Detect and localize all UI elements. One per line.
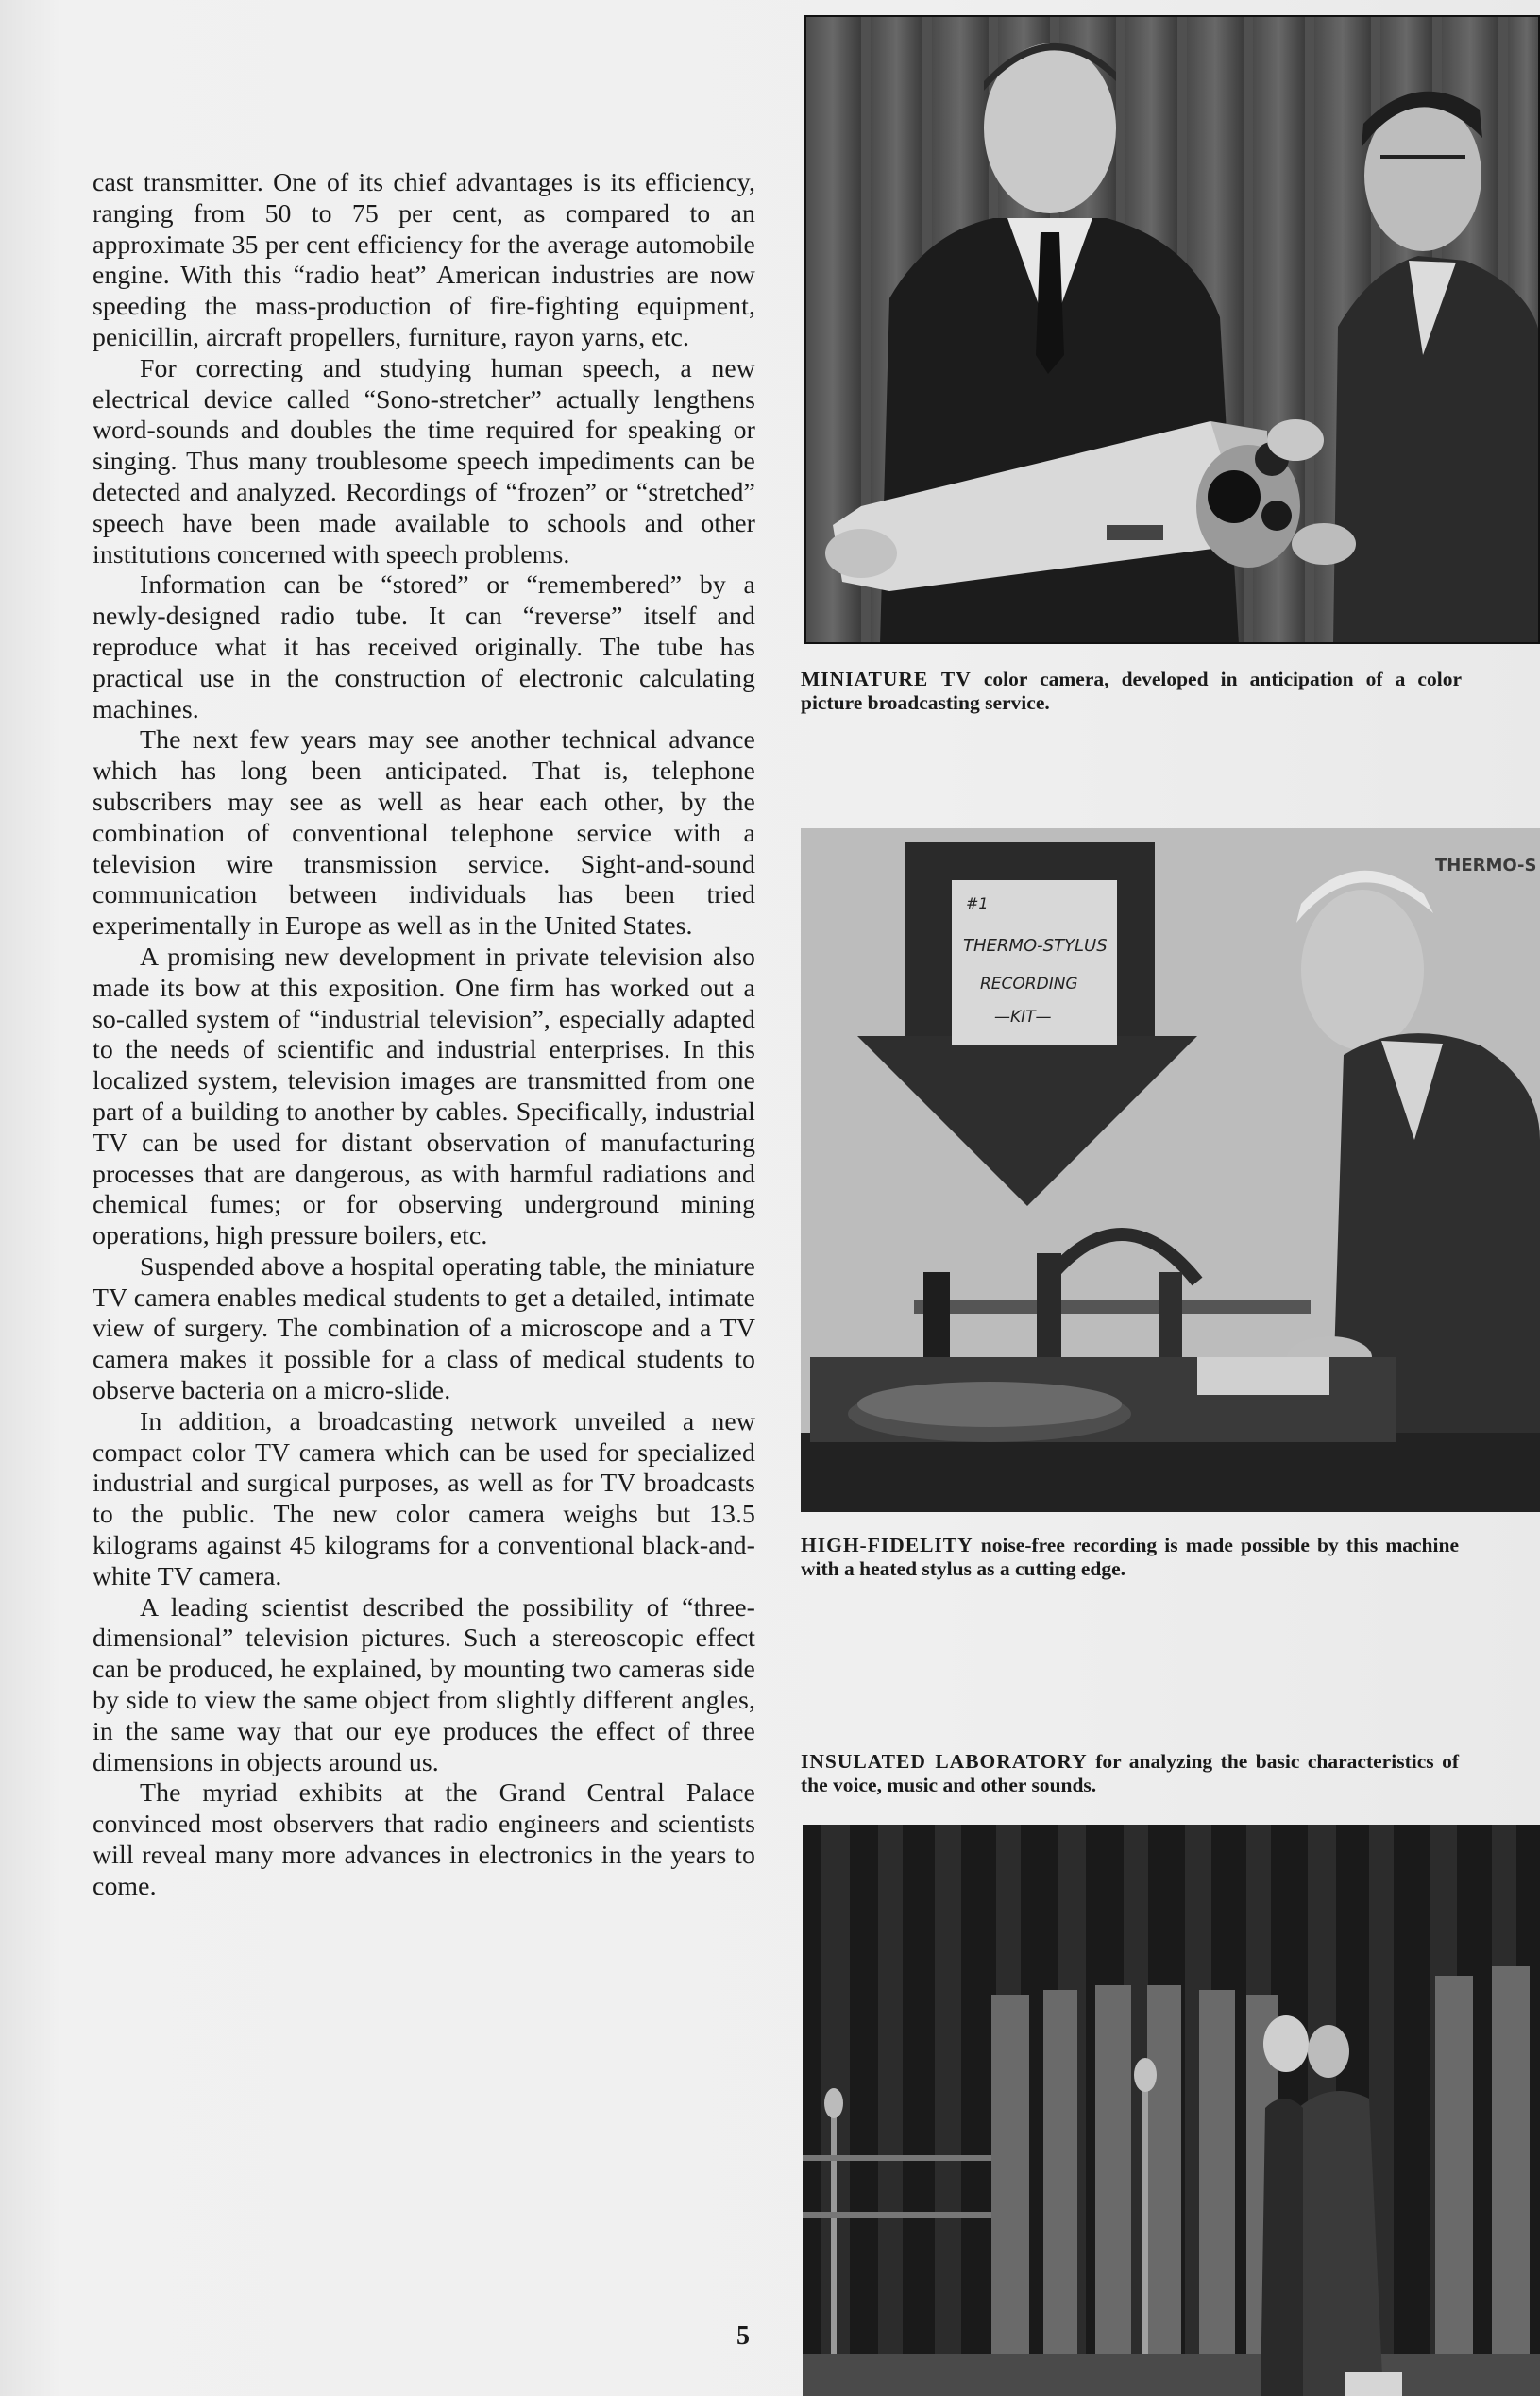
caption-tv-camera	[801, 668, 1462, 715]
photo-recording-machine	[801, 828, 1540, 1512]
article-paragraph: In addition, a broadcasting network unveiled a new compact color TV camera which can be used for specialized industrial and surgical purposes, as well as for TV broadcasts to the public. The new color camera weighs but 13.5 kilograms against 45 kilograms for a conventional black-and-white TV camera.	[93, 1406, 755, 1591]
photo-insulated-laboratory	[803, 1825, 1540, 2396]
article-paragraph: Information can be “stored” or “remembered” by a newly-designed radio tube. It can “reverse” itself and reproduce what it has received originally. The tube has practical use in the construction of electronic calculating machines.	[93, 570, 755, 724]
caption-text: for analyzing the basic characteristics of the voice, music and other sounds.	[801, 1750, 1460, 1796]
article-column	[93, 168, 755, 1903]
article-paragraph: The myriad exhibits at the Grand Central Palace convinced most observers that radio engineers and scientists will reveal many more advances in electronics in the years to come.	[93, 1778, 755, 1901]
article-paragraph: The next few years may see another technical advance which has long been anticipated. That is, telephone subscribers may see as well as hear each other, by the combination of conventional telephone service with a television wire transmission service. Sight-and-sound communication between individuals has been tried experimentally in Europe as well as in the United States.	[93, 725, 755, 942]
caption-lead: INSULATED LABORATORY	[801, 1750, 1088, 1773]
caption-lead: HIGH-FIDELITY	[801, 1534, 973, 1556]
caption-lead: MINIATURE TV	[801, 668, 972, 690]
article-paragraph: A leading scientist described the possibility of “three-dimensional” television pictures. Such a stereoscopic effect can be produced, he explained, by mounting two cameras side by side to view the same object from slightly different angles, in the same way that our eye produces the effect of three dimensions in objects around us.	[93, 1592, 755, 1777]
article-paragraph: For correcting and studying human speech, a new electrical device called “Sono-stretcher” actually lengthens word-sounds and doubles the time required for speaking or singing. Thus many troublesome speech impediments can be detected and analyzed. Recordings of “frozen” or “stretched” speech have been made available to schools and other institutions concerned with speech problems.	[93, 353, 755, 569]
article-paragraph: A promising new development in private television also made its bow at this exposition. One firm has worked out a so-called system of “industrial television”, especially adapted to the needs of scientific and industrial enterprises. In this localized system, television images are transmitted from one part of a building to another by cables. Specifically, industrial TV can be used for distant observation of manufacturing processes that are dangerous, as with harmful radiations and chemical fumes; or for observing underground mining operations, high pressure boilers, etc.	[93, 942, 755, 1251]
sign-line1: THERMO-STYLUS	[963, 936, 1108, 956]
page-number: 5	[736, 2321, 750, 2351]
sign-corner: THERMO-S	[1435, 856, 1537, 875]
article-paragraph: Suspended above a hospital operating table, the miniature TV camera enables medical students to get a detailed, intimate view of surgery. The combination of a microscope and a TV camera makes it possible for a class of medical students to observe bacteria on a micro-slide.	[93, 1251, 755, 1406]
caption-text: noise-free recording is made possible by this machine with a heated stylus as a cutting edge.	[801, 1534, 1459, 1580]
sign-number: #1	[966, 894, 989, 912]
caption-laboratory	[801, 1750, 1459, 1797]
caption-text: color camera, developed in anticipation of a color picture broadcasting service.	[801, 668, 1462, 714]
article-paragraph: cast transmitter. One of its chief advantages is its efficiency, ranging from 50 to 75 per cent, as compared to an approximate 35 per cent efficiency for the average automobile engine. With this “radio heat” American industries are now speeding the mass-production of fire-fighting equipment, penicillin, aircraft propellers, furniture, rayon yarns, etc.	[93, 168, 755, 352]
sign-line3: —KIT—	[994, 1008, 1052, 1027]
caption-recording-machine	[801, 1534, 1459, 1581]
photo-tv-camera	[804, 15, 1540, 644]
sign-line2: RECORDING	[980, 975, 1078, 994]
